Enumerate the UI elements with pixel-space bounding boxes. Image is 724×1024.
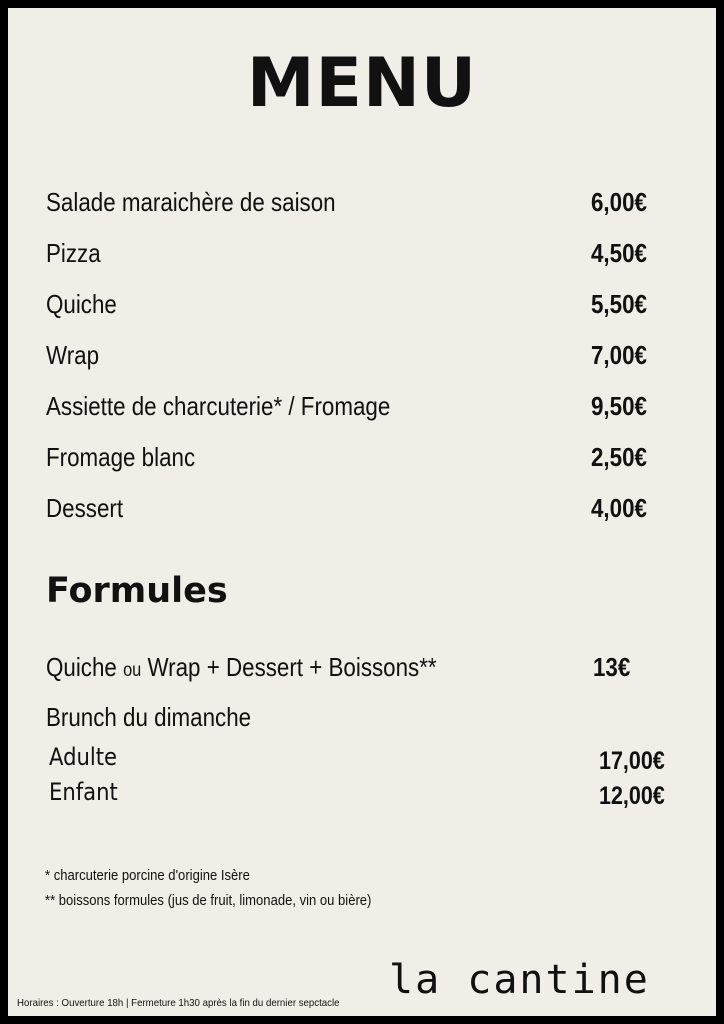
menu-item-price: 4,50€ (591, 238, 647, 268)
brunch-child-price: 12,00€ (599, 782, 665, 810)
brunch-title: Brunch du dimanche (46, 702, 252, 732)
menu-item-dessert (46, 492, 666, 524)
brunch-adult-label: Adulte (49, 743, 118, 771)
opening-hours: Horaires : Ouverture 18h | Fermeture 1h30 après la fin du dernier sepctacle (17, 997, 340, 1009)
menu-item-name: Salade maraichère de saison (46, 187, 336, 217)
footnote-boissons: ** boissons formules (jus de fruit, limonade, vin ou bière) (45, 893, 372, 909)
formule-combo-connector: ou (123, 660, 142, 681)
menu-item-name: Fromage blanc (46, 442, 196, 472)
menu-item-assiette (46, 390, 666, 422)
brunch-row (46, 701, 666, 733)
menu-item-fromage-blanc (46, 441, 666, 473)
formule-combo (46, 651, 666, 683)
menu-item-quiche (46, 288, 666, 320)
footnote-charcuterie: * charcuterie porcine d'origine Isère (45, 868, 250, 884)
formule-combo-part2: Wrap + Dessert + Boissons** (147, 652, 437, 682)
brunch-adult-price: 17,00€ (599, 747, 665, 775)
menu-item-name: Wrap (46, 340, 100, 370)
menu-item-salade (46, 186, 666, 218)
menu-item-price: 5,50€ (591, 289, 647, 319)
formule-combo-name (46, 651, 437, 687)
menu-item-price: 2,50€ (591, 442, 647, 472)
menu-item-wrap (46, 339, 666, 371)
menu-item-price: 9,50€ (591, 391, 647, 421)
menu-item-name: Assiette de charcuterie* / Fromage (46, 391, 391, 421)
menu-page (8, 8, 716, 1016)
menu-item-pizza (46, 237, 666, 269)
menu-item-name: Dessert (46, 493, 124, 523)
formule-combo-part1: Quiche (46, 652, 117, 682)
menu-title: MENU (246, 44, 478, 123)
menu-item-price: 6,00€ (591, 187, 647, 217)
brunch-child-label: Enfant (49, 778, 118, 806)
menu-item-name: Pizza (46, 238, 101, 268)
menu-item-price: 4,00€ (591, 493, 647, 523)
brand-logo: la cantine (389, 957, 650, 1003)
menu-item-price: 7,00€ (591, 340, 647, 370)
formule-combo-price: 13€ (593, 652, 631, 682)
menu-item-name: Quiche (46, 289, 117, 319)
formules-title: Formules (46, 571, 228, 611)
